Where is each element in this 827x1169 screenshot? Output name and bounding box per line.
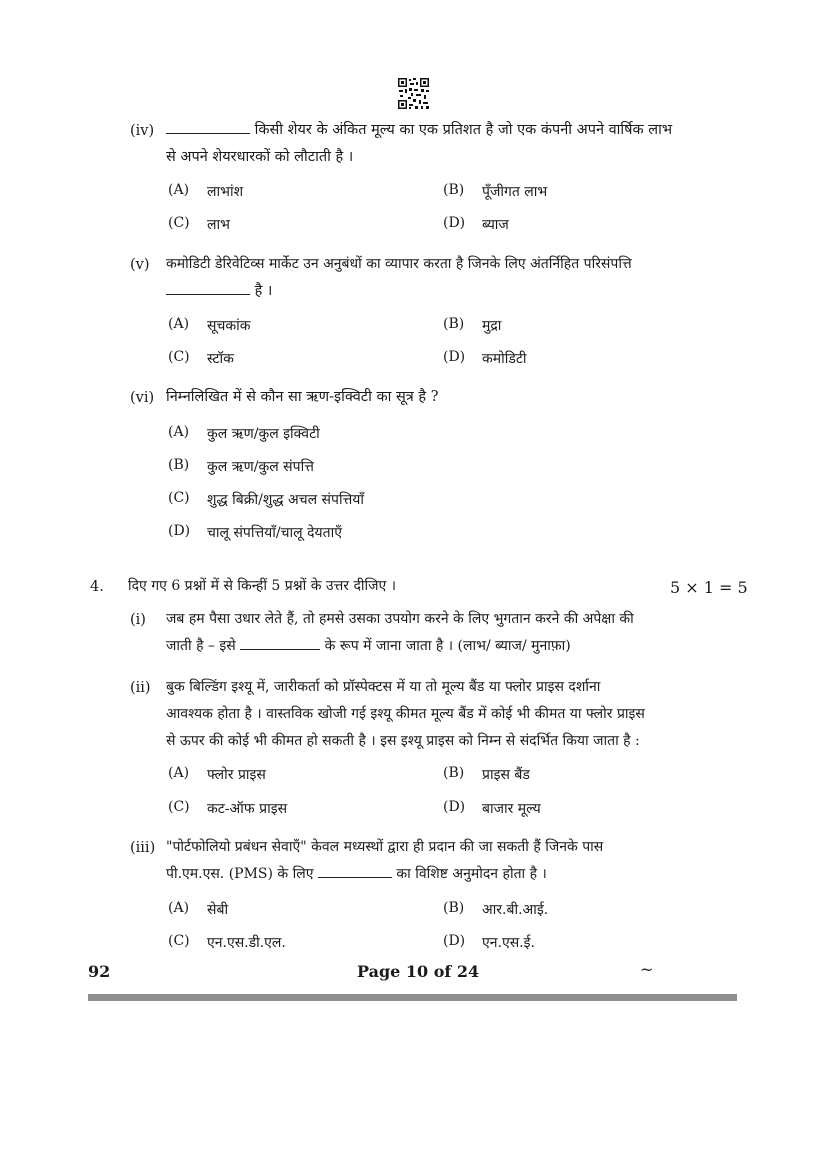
option-label: (C) [168, 490, 190, 506]
question-line: से अपने शेयरधारकों को लौटाती है । [166, 149, 354, 165]
option-text: कमोडिटी [482, 351, 527, 367]
answer-blank [240, 635, 320, 650]
question-line: है । [254, 283, 273, 299]
answer-blank [166, 119, 250, 134]
question-number: (i) [130, 612, 146, 628]
option-text: बाजार मूल्य [482, 801, 541, 817]
question-text [166, 117, 672, 144]
option-text: लाभ [207, 217, 230, 233]
option-label: (D) [443, 933, 466, 949]
option-label: (A) [168, 182, 190, 198]
option-label: (C) [168, 799, 190, 815]
option-label: (D) [168, 523, 191, 539]
option-text: फ्लोर प्राइस [207, 767, 266, 783]
question-line: का विशिष्ट अनुमोदन होता है । [396, 866, 547, 882]
question-line: "पोर्टफोलियो प्रबंधन सेवाएँ" केवल मध्यस्थों द्वारा ही प्रदान की जा सकती हैं जिनके पास [166, 839, 604, 855]
section-instruction: दिए गए 6 प्रश्नों में से किन्हीं 5 प्रश्नों के उत्तर दीजिए । [128, 578, 397, 594]
option-text: पूँजीगत लाभ [482, 184, 548, 200]
option-label: (C) [168, 933, 190, 949]
question-number: (iii) [130, 840, 156, 856]
question-number: (vi) [130, 390, 155, 406]
footer-mark: ~ [640, 960, 654, 979]
option-text: सेबी [207, 902, 229, 918]
question-line: के रूप में जाना जाता है । (लाभ/ ब्याज/ मुनाफ़ा) [324, 638, 571, 654]
question-line: जब हम पैसा उधार लेते हैं, तो हमसे उसका उपयोग करने के लिए भुगतान करने की अपेक्षा की [166, 611, 634, 627]
qr-code-icon [397, 77, 430, 110]
option-text: कुल ऋण/कुल संपत्ति [207, 459, 314, 475]
option-label: (D) [443, 799, 466, 815]
option-text: स्टॉक [207, 351, 234, 367]
option-label: (B) [443, 900, 465, 916]
option-label: (C) [168, 215, 190, 231]
option-label: (D) [443, 215, 466, 231]
question-line: किसी शेयर के अंकित मूल्य का एक प्रतिशत है जो एक कंपनी अपने वार्षिक लाभ [254, 122, 673, 138]
question-number: (iv) [130, 123, 155, 139]
question-line: जाती है – इसे [166, 638, 236, 654]
option-text: सूचकांक [207, 318, 251, 334]
question-line: कमोडिटी डेरिवेटिव्स मार्केट उन अनुबंधों का व्यापार करता है जिनके लिए अंतर्निहित परिसंपत्ति [166, 256, 632, 272]
question-line: पी.एम.एस. (PMS) के लिए [166, 866, 314, 882]
question-number: (ii) [130, 680, 151, 696]
option-label: (C) [168, 349, 190, 365]
question-line: आवश्यक होता है । वास्तविक खोजी गई इश्यू कीमत मूल्य बैंड में कोई भी कीमत या फ्लोर प्राइस [166, 706, 645, 722]
option-text: चालू संपत्तियाँ/चालू देयताएँ [207, 525, 342, 541]
question-line: से ऊपर की कोई भी कीमत हो सकती है । इस इश्यू प्राइस को निम्न से संदर्भित किया जाता है : [166, 733, 640, 749]
footer-rule [88, 994, 737, 1001]
option-text: कट-ऑफ प्राइस [207, 801, 288, 817]
question-text [166, 633, 571, 660]
option-text: कुल ऋण/कुल इक्विटी [207, 426, 320, 442]
option-label: (A) [168, 424, 190, 440]
option-text: प्राइस बैंड [482, 767, 530, 783]
paper-code: 92 [88, 962, 111, 981]
page-number: Page 10 of 24 [357, 962, 480, 981]
marks: 5 × 1 = 5 [670, 578, 748, 597]
option-text: लाभांश [207, 184, 244, 200]
option-text: आर.बी.आई. [482, 902, 549, 918]
option-text: मुद्रा [482, 318, 502, 334]
option-label: (B) [168, 457, 190, 473]
question-number: (v) [130, 257, 150, 273]
answer-blank [318, 863, 392, 878]
option-label: (B) [443, 316, 465, 332]
option-label: (B) [443, 765, 465, 781]
question-line: बुक बिल्डिंग इश्यू में, जारीकर्ता को प्रॉस्पेक्टस में या तो मूल्य बैंड या फ्लोर प्राइस दर्शाना [166, 679, 601, 695]
option-text: शुद्ध बिक्री/शुद्ध अचल संपत्तियाँ [207, 492, 365, 508]
option-label: (A) [168, 316, 190, 332]
option-label: (B) [443, 182, 465, 198]
option-text: ब्याज [482, 217, 509, 233]
option-text: एन.एस.ई. [482, 935, 535, 951]
option-label: (D) [443, 349, 466, 365]
option-label: (A) [168, 900, 190, 916]
question-line: निम्नलिखित में से कौन सा ऋण-इक्विटी का सूत्र है ? [166, 389, 439, 405]
option-label: (A) [168, 765, 190, 781]
answer-blank [166, 280, 250, 295]
question-number: 4. [90, 579, 104, 595]
question-text [166, 861, 547, 888]
question-text [166, 278, 272, 305]
option-text: एन.एस.डी.एल. [207, 935, 286, 951]
